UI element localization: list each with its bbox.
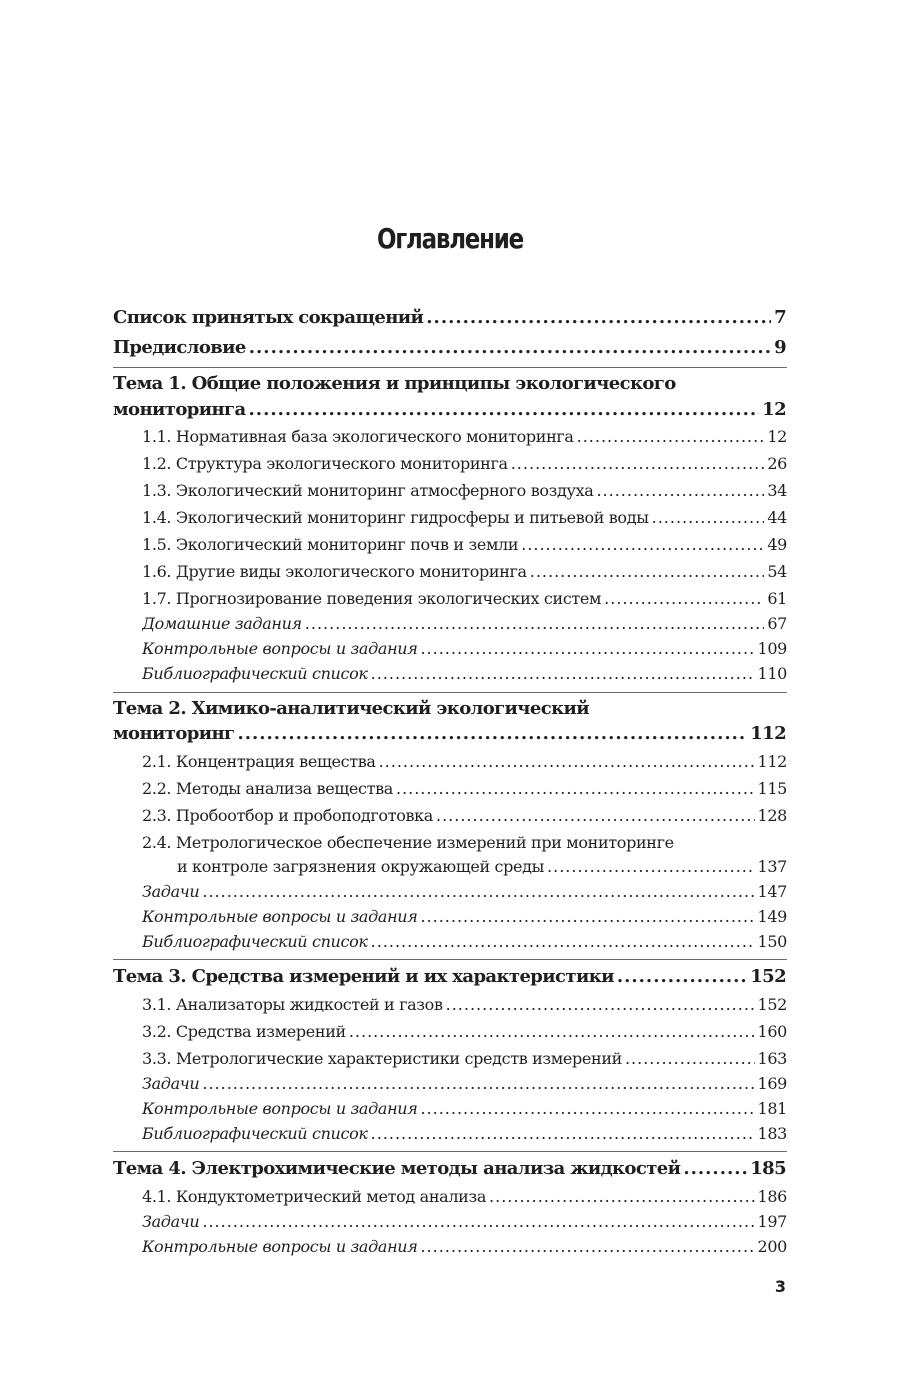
toc-entry-label: Библиографический список — [142, 1124, 368, 1143]
toc-page-number: 109 — [757, 639, 787, 658]
toc-subentry[interactable] — [142, 882, 787, 901]
dot-leader — [371, 664, 755, 683]
toc-page-number: 112 — [750, 723, 786, 744]
dot-leader — [426, 307, 771, 328]
dot-leader — [530, 562, 765, 581]
toc-entry-label: Предисловие — [113, 337, 246, 358]
toc-entry-label: Контрольные вопросы и задания — [142, 1237, 418, 1256]
toc-subentry[interactable] — [142, 454, 787, 473]
toc-page-number: 12 — [767, 427, 787, 446]
toc-entry-label: Тема 1. Общие положения и принципы экологического — [113, 373, 676, 394]
toc-page-number: 34 — [767, 481, 787, 500]
toc-entry-label: 1.2. Структура экологического мониторинга — [142, 454, 508, 473]
dot-leader — [420, 1237, 754, 1256]
toc-entry-label: 1.6. Другие виды экологического мониторинга — [142, 562, 527, 581]
dot-leader — [436, 806, 755, 825]
toc-page-number: 197 — [757, 1212, 787, 1231]
toc-page-number: 152 — [757, 995, 787, 1014]
toc-subentry[interactable] — [142, 664, 787, 683]
toc-subentry[interactable] — [142, 752, 787, 771]
toc-entry-label: Задачи — [142, 1074, 200, 1093]
dot-leader — [249, 337, 771, 358]
section-divider — [113, 692, 787, 693]
dot-leader — [617, 966, 747, 987]
dot-leader — [202, 1212, 754, 1231]
toc-topic1-heading-cont[interactable] — [113, 399, 786, 420]
toc-page-number: 150 — [757, 932, 787, 951]
toc-subentry[interactable] — [142, 481, 787, 500]
dot-leader — [371, 1124, 755, 1143]
toc-entry-label: 1.7. Прогнозирование поведения экологических систем — [142, 589, 602, 608]
toc-subentry[interactable] — [142, 1237, 787, 1256]
section-divider — [113, 959, 787, 960]
toc-topic3-heading[interactable] — [113, 966, 786, 987]
toc-page-number: 149 — [757, 907, 787, 926]
toc-page-number: 26 — [767, 454, 787, 473]
dot-leader — [349, 1022, 755, 1041]
toc-entry-label: 2.4. Метрологическое обеспечение измерений при мониторинге — [142, 833, 674, 852]
toc-entry-label: 1.1. Нормативная база экологического мониторинга — [142, 427, 574, 446]
toc-subentry[interactable] — [142, 1022, 787, 1041]
toc-entry-label: Тема 3. Средства измерений и их характеристики — [113, 966, 614, 987]
toc-subentry[interactable] — [142, 907, 787, 926]
toc-topic1-heading[interactable] — [113, 373, 786, 394]
toc-entry-label: Контрольные вопросы и задания — [142, 907, 418, 926]
toc-page-number: 49 — [767, 535, 787, 554]
toc-page-number: 169 — [757, 1074, 787, 1093]
dot-leader — [379, 752, 755, 771]
toc-entry-label: Список принятых сокращений — [113, 307, 424, 328]
toc-page-number: 200 — [757, 1237, 787, 1256]
toc-subentry[interactable] — [142, 833, 787, 852]
toc-page-number: 185 — [750, 1158, 786, 1179]
toc-page-number: 61 — [767, 589, 787, 608]
toc-page-number: 9 — [774, 337, 786, 358]
toc-topic2-heading[interactable] — [113, 698, 786, 719]
toc-page-number: 7 — [774, 307, 786, 328]
toc-page-number: 152 — [750, 966, 786, 987]
toc-subentry[interactable] — [142, 806, 787, 825]
dot-leader — [249, 399, 760, 420]
toc-subentry[interactable] — [142, 1099, 787, 1118]
toc-page-number: 44 — [767, 508, 787, 527]
dot-leader — [521, 535, 764, 554]
toc-subentry-cont[interactable] — [177, 857, 787, 876]
toc-entry-label: 1.4. Экологический мониторинг гидросферы и питьевой воды — [142, 508, 649, 527]
toc-subentry[interactable] — [142, 614, 787, 633]
toc-page-number: 163 — [757, 1049, 787, 1068]
dot-leader — [396, 779, 755, 798]
toc-entry-preface[interactable] — [113, 337, 786, 358]
dot-leader — [420, 907, 754, 926]
toc-entry-label: мониторинга — [113, 399, 246, 420]
toc-topic4-heading[interactable] — [113, 1158, 786, 1179]
dot-leader — [420, 639, 754, 658]
toc-page-number: 115 — [757, 779, 787, 798]
toc-subentry[interactable] — [142, 995, 787, 1014]
dot-leader — [202, 1074, 754, 1093]
toc-page-number: 54 — [767, 562, 787, 581]
toc-topic2-heading-cont[interactable] — [113, 723, 786, 744]
dot-leader — [489, 1187, 754, 1206]
toc-page-number: 147 — [757, 882, 787, 901]
toc-subentry[interactable] — [142, 1074, 787, 1093]
toc-entry-label: Контрольные вопросы и задания — [142, 639, 418, 658]
toc-subentry[interactable] — [142, 779, 787, 798]
toc-subentry[interactable] — [142, 932, 787, 951]
toc-subentry[interactable] — [142, 508, 787, 527]
toc-entry-label: Домашние задания — [142, 614, 302, 633]
toc-page-number: 160 — [757, 1022, 787, 1041]
dot-leader — [604, 589, 764, 608]
toc-subentry[interactable] — [142, 1212, 787, 1231]
toc-subentry[interactable] — [142, 427, 787, 446]
dot-leader — [202, 882, 754, 901]
toc-page-number: 110 — [757, 664, 787, 683]
toc-subentry[interactable] — [142, 1124, 787, 1143]
dot-leader — [371, 932, 755, 951]
page-title: Оглавление — [377, 222, 523, 255]
toc-subentry[interactable] — [142, 1187, 787, 1206]
toc-page-number: 12 — [762, 399, 786, 420]
toc-entry-label: 3.2. Средства измерений — [142, 1022, 346, 1041]
toc-subentry[interactable] — [142, 562, 787, 581]
toc-entry-abbreviations[interactable] — [113, 307, 786, 328]
dot-leader — [547, 857, 754, 876]
section-divider — [113, 1151, 787, 1152]
toc-page-number: 181 — [757, 1099, 787, 1118]
toc-entry-label: Задачи — [142, 882, 200, 901]
toc-page-number: 128 — [757, 806, 787, 825]
dot-leader — [625, 1049, 755, 1068]
toc-entry-label: 3.3. Метрологические характеристики средств измерений — [142, 1049, 622, 1068]
toc-entry-label: мониторинг — [113, 723, 235, 744]
dot-leader — [420, 1099, 754, 1118]
dot-leader — [446, 995, 755, 1014]
toc-entry-label: Библиографический список — [142, 664, 368, 683]
toc-subentry[interactable] — [142, 535, 787, 554]
toc-entry-label: Библиографический список — [142, 932, 368, 951]
dot-leader — [683, 1158, 747, 1179]
toc-entry-label: 3.1. Анализаторы жидкостей и газов — [142, 995, 443, 1014]
toc-entry-label: 2.3. Пробоотбор и пробоподготовка — [142, 806, 433, 825]
toc-page-number: 183 — [757, 1124, 787, 1143]
toc-page-number: 112 — [757, 752, 787, 771]
toc-subentry[interactable] — [142, 589, 787, 608]
section-divider — [113, 367, 787, 368]
toc-entry-label: 1.3. Экологический мониторинг атмосферного воздуха — [142, 481, 594, 500]
toc-subentry[interactable] — [142, 639, 787, 658]
toc-entry-label: и контроле загрязнения окружающей среды — [177, 857, 545, 876]
toc-entry-label: 1.5. Экологический мониторинг почв и земли — [142, 535, 519, 554]
dot-leader — [652, 508, 765, 527]
toc-entry-label: 2.2. Методы анализа вещества — [142, 779, 393, 798]
toc-subentry[interactable] — [142, 1049, 787, 1068]
toc-page-number: 137 — [757, 857, 787, 876]
toc-page-number: 186 — [757, 1187, 787, 1206]
page-number: 3 — [774, 1277, 786, 1296]
toc-entry-label: Контрольные вопросы и задания — [142, 1099, 418, 1118]
toc-entry-label: 4.1. Кондуктометрический метод анализа — [142, 1187, 487, 1206]
toc-entry-label: Тема 4. Электрохимические методы анализа жидкостей — [113, 1158, 681, 1179]
dot-leader — [577, 427, 765, 446]
toc-entry-label: Задачи — [142, 1212, 200, 1231]
toc-entry-label: Тема 2. Химико-аналитический экологический — [113, 698, 589, 719]
toc-entry-label: 2.1. Концентрация вещества — [142, 752, 376, 771]
dot-leader — [596, 481, 764, 500]
dot-leader — [237, 723, 747, 744]
dot-leader — [305, 614, 765, 633]
dot-leader — [511, 454, 765, 473]
toc-page-number: 67 — [767, 614, 787, 633]
